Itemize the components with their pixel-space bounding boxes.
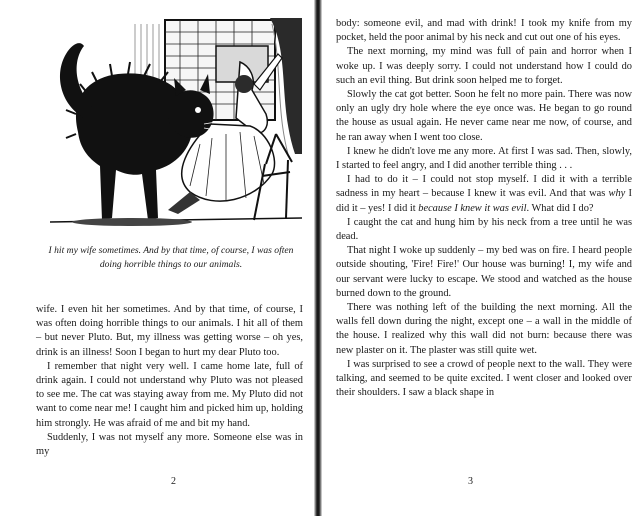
- paragraph-with-emphasis: [336, 173, 632, 216]
- paragraph: The next morning, my mind was full of pain and horror when I woke up. I was deeply sorry. I could not understand how I could do such an evil thing. But drink soon helped me to forget.: [336, 46, 632, 86]
- right-page-text: [336, 17, 632, 400]
- text-run: I did it – yes! I did it: [336, 188, 632, 214]
- illustration-cat-attack: [40, 14, 302, 240]
- paragraph: I remember that night very well. I came home late, full of drink again. I could not understand why Pluto was not pleased to see me. The cat was staying away from me. My Pluto did not want to come near me! I caught him and picked him up, holding him strongly. He was afraid of me and bit my hand.: [36, 360, 303, 429]
- page-number: 3: [468, 476, 473, 487]
- text-run: . What did I do?: [526, 202, 594, 214]
- paragraph: I knew he didn't love me any more. At first I was sad. Then, slowly, I started to feel angry, and I did another terrible thing . . .: [336, 145, 632, 172]
- paragraph: Slowly the cat got better. Soon he felt no more pain. There was now only an ugly dry hole where the eye once was. He began to go round the house as usual again. He never came near me now, of course, and he ran away when I went too close.: [336, 89, 632, 143]
- emphasis: why: [608, 188, 626, 200]
- text-run: I had to do it – I could not stop myself. I did it with a terrible sadness in my heart – because I knew it was evil. And that was: [336, 174, 632, 200]
- caption-line: doing horrible things to our animals.: [99, 258, 243, 270]
- right-page: [322, 0, 638, 516]
- page-number: 2: [171, 476, 176, 487]
- paragraph: There was nothing left of the building the next morning. All the walls fell down during the night, except one – a wall in the middle of the house. I realized why this wall did not burn: because there was new plaster on it. The plaster was still quite wet.: [336, 302, 632, 356]
- book-gutter: [314, 0, 322, 516]
- left-page-text: [36, 303, 303, 459]
- paragraph: I was surprised to see a crowd of people next to the wall. They were talking, and seemed to be quite excited. I went closer and looked over their shoulders. I saw a black shape in: [336, 358, 632, 399]
- caption-line: I hit my wife sometimes. And by that time, of course, I was often: [48, 245, 294, 256]
- paragraph: I caught the cat and hung him by his neck from a tree until he was dead.: [336, 216, 632, 243]
- emphasis: because I knew it was evil: [418, 202, 527, 214]
- paragraph: body: someone evil, and mad with drink! I took my knife from my pocket, held the poor animal by his neck and cut out one of his eyes.: [336, 18, 632, 44]
- paragraph: wife. I even hit her sometimes. And by that time, of course, I was often doing horrible things to our animals. I hit all of them – but never Pluto. But, my illness was getting worse – oh yes, drink is an illness! Soon I began to hurt my dear Pluto too.: [36, 304, 303, 358]
- left-page: [0, 0, 315, 516]
- paragraph: That night I woke up suddenly – my bed was on fire. I heard people outside shouting, 'Fire! Fire!' Our house was burning! I, my wife and our servant were lucky to escape. We stood and watched as the house burned down to the ground.: [336, 245, 632, 299]
- illustration-caption: [40, 244, 302, 271]
- paragraph: Suddenly, I was not myself any more. Someone else was in my: [36, 431, 303, 458]
